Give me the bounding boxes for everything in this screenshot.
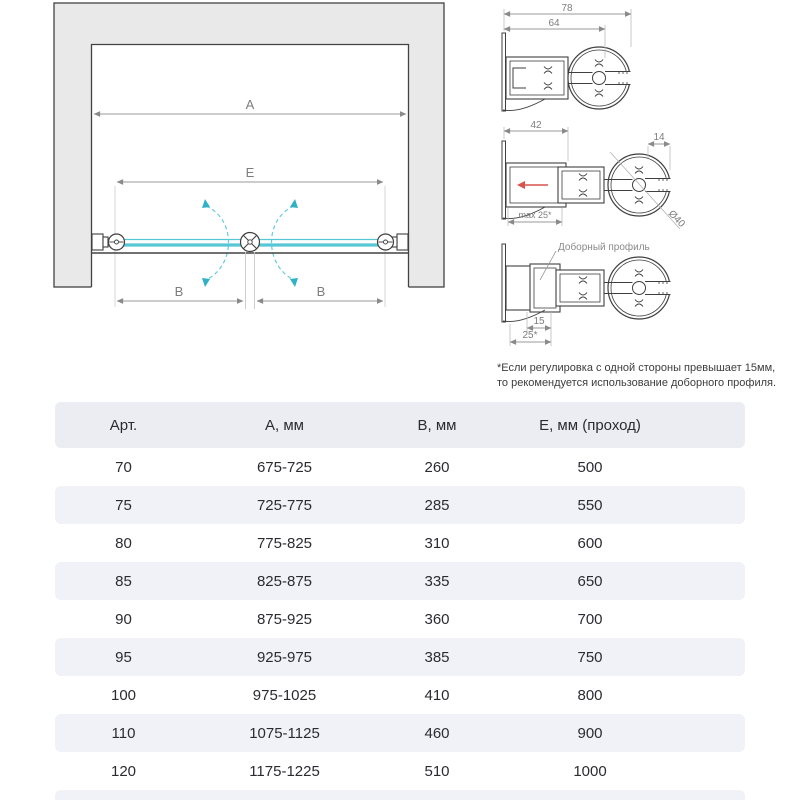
cell-art: 70 (115, 458, 132, 476)
cell-e: 800 (577, 686, 603, 704)
table-row (55, 562, 745, 600)
dim-64-label: 64 (548, 18, 560, 29)
cell-e: 650 (577, 572, 603, 590)
dim-max-25 (508, 208, 562, 226)
cell-b: 285 (424, 496, 450, 514)
cell-a: 1175-1225 (249, 762, 320, 780)
dim-diameter-label: Ø40 (665, 208, 687, 230)
dim-15-label: 15 (533, 316, 545, 327)
cell-b: 335 (424, 572, 450, 590)
table-row (55, 600, 745, 638)
size-table (55, 402, 745, 800)
table-row (55, 752, 745, 790)
dim-e-label: E (245, 165, 255, 180)
dim-42-label: 42 (530, 120, 542, 131)
cell-art: 100 (110, 686, 137, 704)
cell-e: 900 (577, 724, 603, 742)
dim-25-label: 25* (522, 330, 538, 341)
footnote (497, 361, 782, 390)
table-row (55, 676, 745, 714)
dim-b-right-label: B (316, 284, 326, 299)
tube-profile-3 (608, 257, 671, 319)
cell-a: 725-775 (256, 496, 313, 514)
cell-b: 385 (424, 648, 450, 666)
cell-art: 120 (110, 762, 137, 780)
cell-e: 600 (577, 534, 603, 552)
cell-e: 500 (577, 458, 603, 476)
profile-section-3 (502, 241, 671, 346)
dim-25 (510, 324, 551, 346)
dim-b-left-label: B (174, 284, 184, 299)
cell-e: 750 (577, 648, 603, 666)
tube-profile-1 (568, 47, 631, 109)
cell-a: 775-825 (256, 534, 313, 552)
cell-art: 90 (115, 610, 132, 628)
profile-section-2 (502, 120, 687, 230)
col-header-e: Е, мм (проход) (539, 416, 641, 434)
cell-a: 925-975 (256, 648, 313, 666)
footnote-line-2: то рекомендуется использование доборного профиля. (497, 376, 777, 389)
col-header-a: А, мм (265, 416, 304, 434)
front-view (54, 3, 444, 309)
profile-section-1 (502, 3, 631, 111)
col-header-art: Арт. (109, 416, 138, 434)
footnote-line-1: *Если регулировка с одной стороны превышает 15мм, (497, 362, 776, 374)
cell-art: 80 (115, 534, 132, 552)
cell-a: 825-875 (256, 572, 313, 590)
cell-art: 110 (111, 724, 136, 742)
cell-e: 550 (577, 496, 603, 514)
table-header-row (55, 402, 745, 448)
table-row (55, 486, 745, 524)
cell-a: 1075-1125 (249, 724, 320, 742)
cell-art: 75 (115, 496, 132, 514)
cell-art: 95 (115, 648, 132, 666)
cell-b: 360 (424, 610, 450, 628)
table-row (55, 524, 745, 562)
cell-e: 700 (577, 610, 603, 628)
dim-42 (504, 120, 568, 161)
table-row (55, 448, 745, 486)
cell-b: 410 (424, 686, 450, 704)
extension-profile-label: Доборный профиль (558, 242, 650, 253)
cell-b: 460 (424, 724, 450, 742)
cell-a: 675-725 (256, 458, 313, 476)
cell-e: 1000 (573, 762, 607, 780)
table-body (55, 448, 745, 790)
col-header-b: В, мм (417, 416, 457, 434)
cell-art: 85 (115, 572, 132, 590)
center-connector (241, 233, 260, 252)
cell-a: 875-925 (256, 610, 313, 628)
cell-b: 510 (424, 762, 450, 780)
cell-b: 260 (424, 458, 450, 476)
dim-78-label: 78 (561, 3, 573, 14)
dim-max-25-label: max 25* (518, 210, 552, 220)
dim-78 (504, 3, 631, 47)
cell-b: 310 (424, 534, 450, 552)
cell-a: 975-1025 (252, 686, 317, 704)
table-row (55, 638, 745, 676)
table-row-partial (55, 790, 745, 800)
dim-14-label: 14 (653, 132, 665, 143)
table-row (55, 714, 745, 752)
dim-a-label: A (245, 97, 255, 112)
